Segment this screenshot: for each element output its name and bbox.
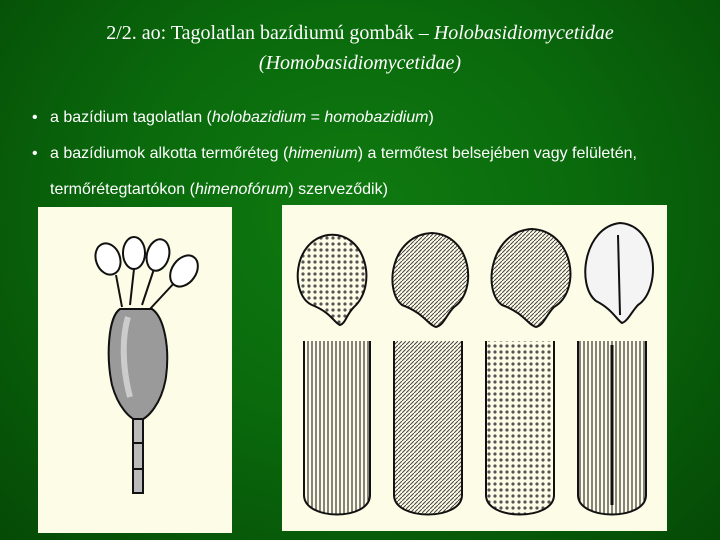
spore: [164, 250, 203, 292]
section-top-2: [392, 233, 468, 327]
section-bottom-2: [394, 341, 462, 515]
hymenophore-sections-illustration: [282, 205, 667, 531]
spore: [91, 240, 124, 278]
bullet-item: • a bazídium tagolatlan (holobazidium = homobazidium): [32, 100, 692, 136]
bullet-item: • a bazídiumok alkotta termőréteg (himenium) a termőtest belsejében vagy felületén, termőrétegtartókon (himenofórum) szerveződik): [32, 136, 692, 208]
slide-title: [0, 18, 720, 78]
section-top-3: [492, 229, 571, 327]
spore: [123, 237, 145, 269]
section-top-1: [298, 235, 367, 325]
bullet-list: [32, 100, 692, 208]
section-bottom-1: [304, 341, 370, 515]
hypha: [133, 419, 143, 493]
section-bottom-3: [486, 341, 554, 515]
title-prefix: 2/2. ao: Tagolatlan bazídiumú gombák –: [106, 22, 434, 44]
basidium-illustration: [38, 207, 232, 533]
basidium-drawing: [38, 207, 232, 533]
title-italic: Holobasidiomycetidae: [433, 22, 614, 44]
hymenophore-drawing: [282, 205, 667, 531]
basidium-body: [109, 309, 168, 421]
spore: [143, 237, 173, 274]
title-subtitle: (Homobasidiomycetidae): [258, 52, 462, 74]
